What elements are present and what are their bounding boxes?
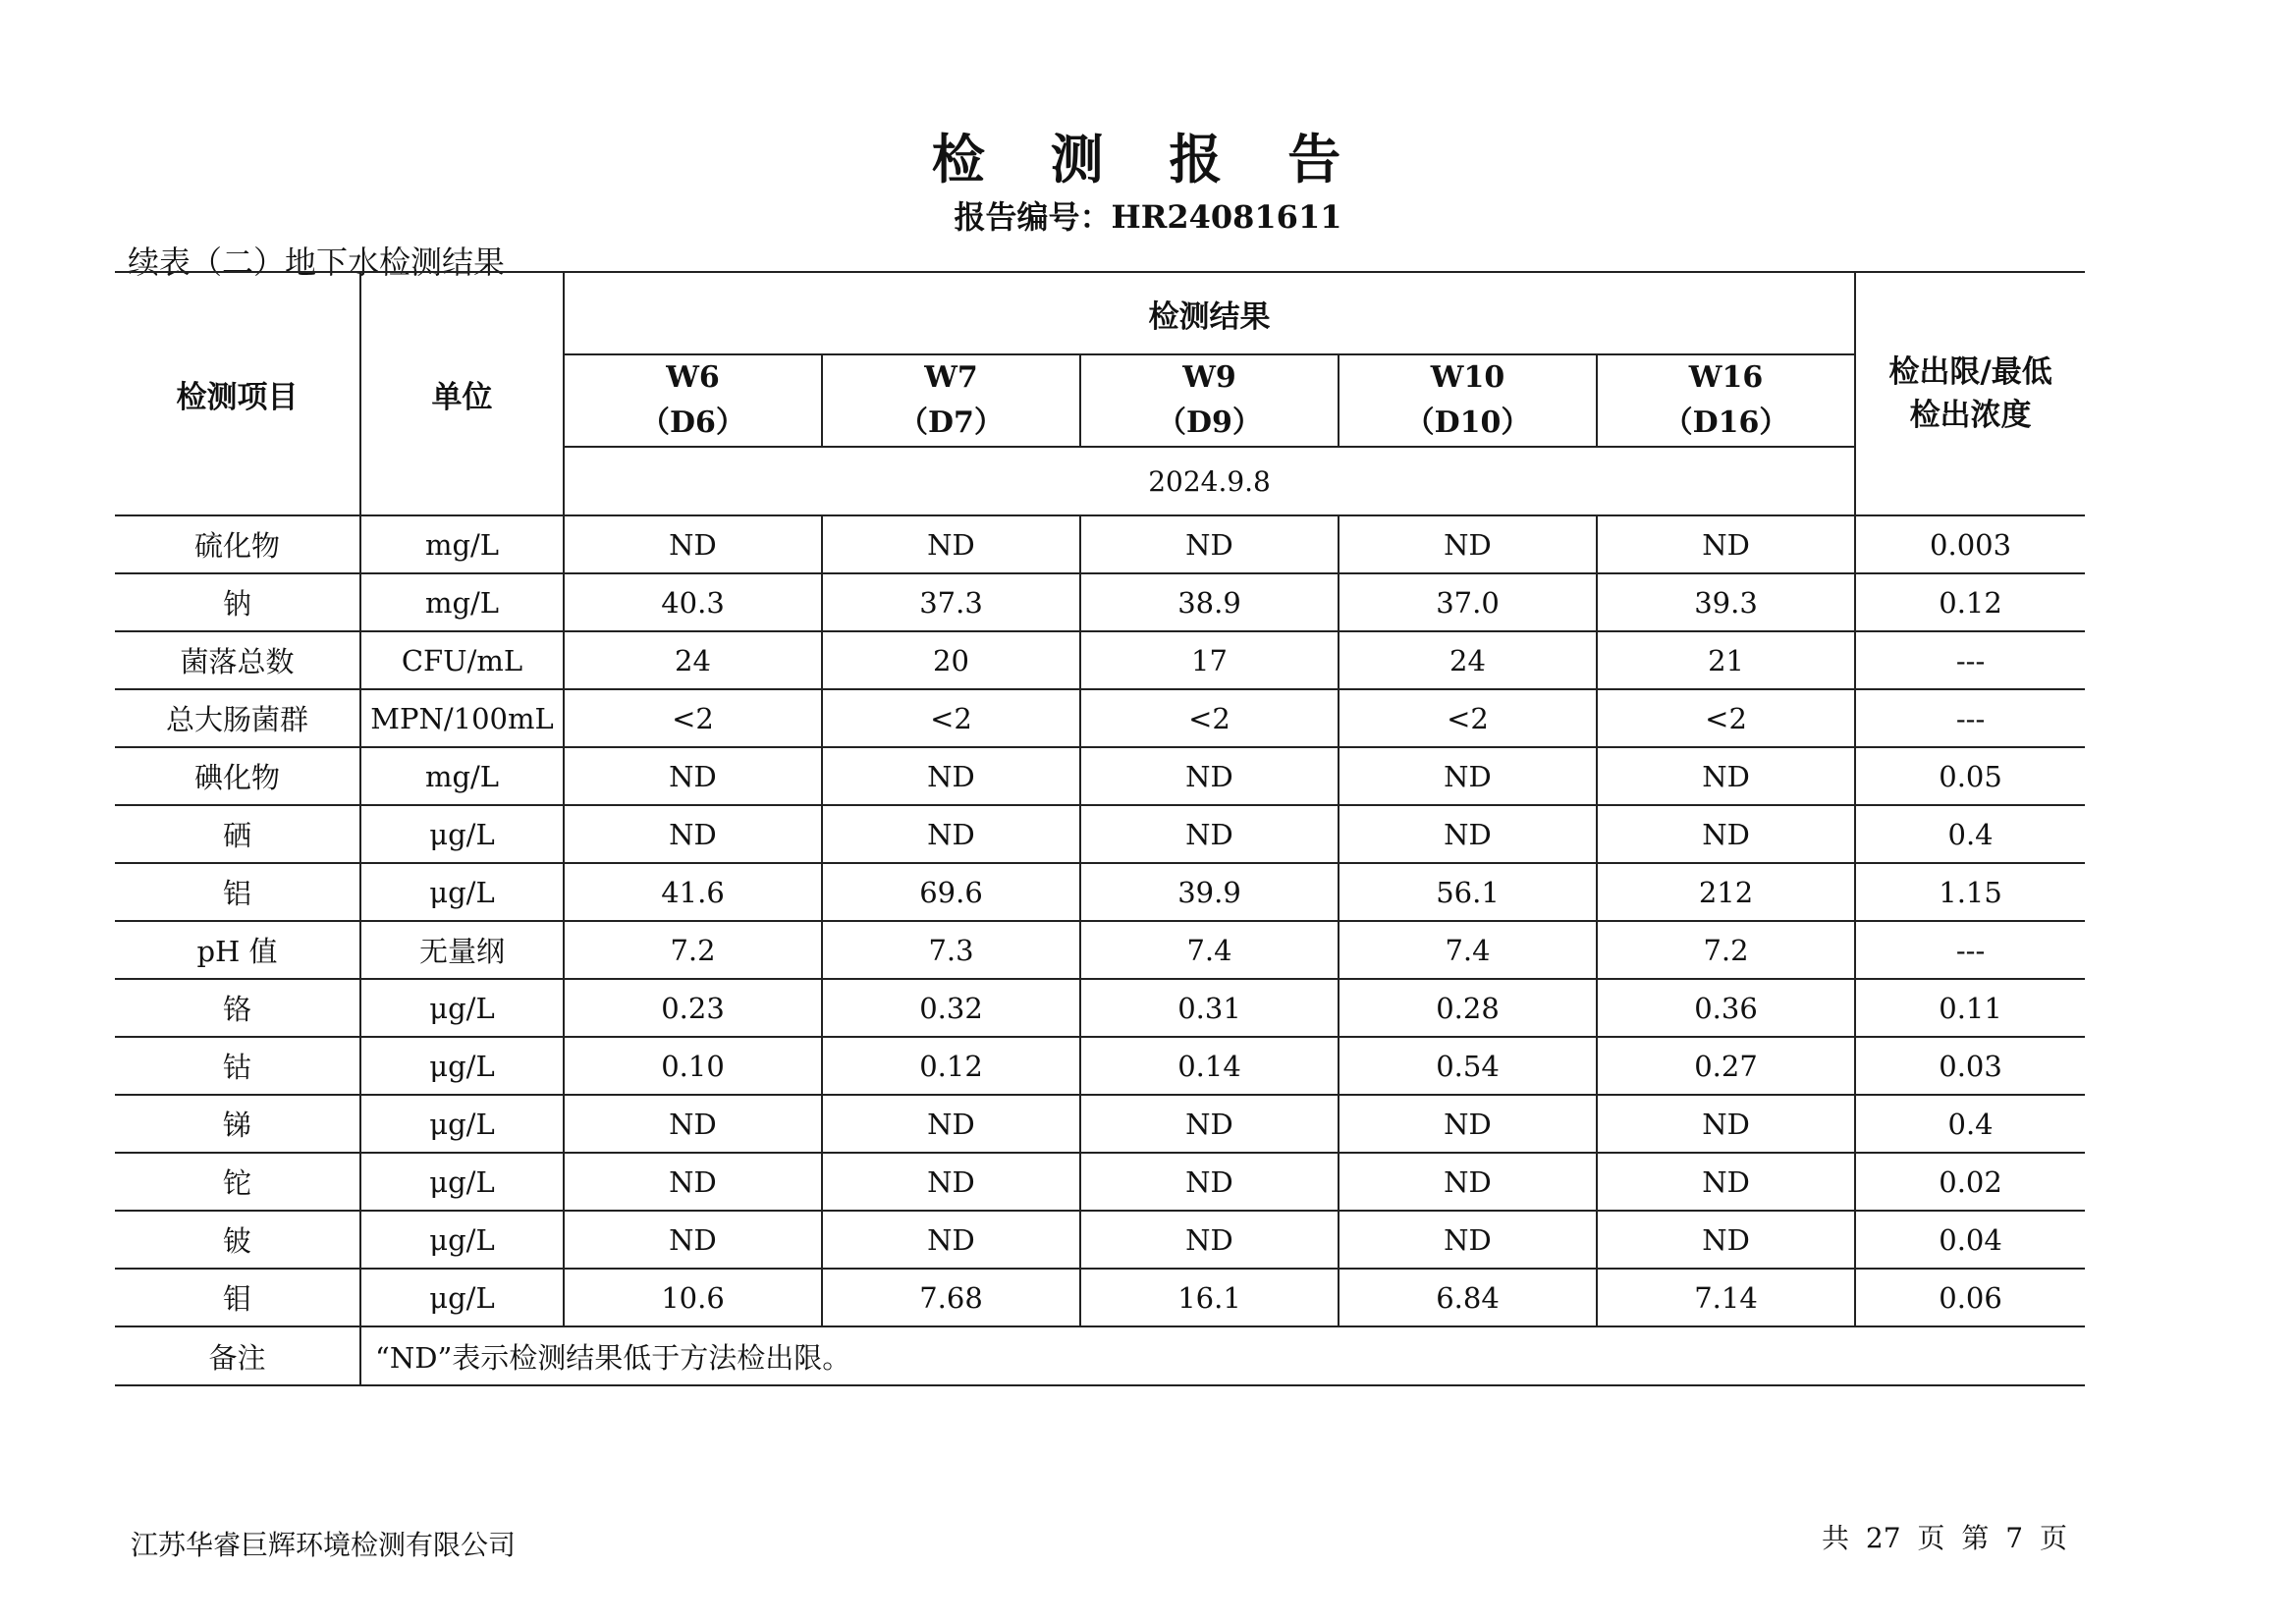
row-value: 39.9 (1080, 863, 1339, 921)
row-value: 212 (1597, 863, 1855, 921)
row-item: 硫化物 (115, 515, 360, 573)
row-value: ND (1339, 1153, 1597, 1211)
row-value: 7.4 (1339, 921, 1597, 979)
row-value: 69.6 (822, 863, 1080, 921)
site-name: W7 (924, 360, 978, 395)
row-value: ND (1080, 1095, 1339, 1153)
row-value: ND (822, 1211, 1080, 1269)
footer-company: 江苏华睿巨辉环境检测有限公司 (131, 1529, 517, 1561)
row-value: 41.6 (564, 863, 822, 921)
row-value: 24 (564, 631, 822, 689)
row-value: ND (1080, 515, 1339, 573)
row-limit: 0.06 (1855, 1269, 2085, 1326)
row-value: ND (564, 1153, 822, 1211)
site-name: W10 (1430, 360, 1505, 395)
row-value: 7.3 (822, 921, 1080, 979)
row-limit: --- (1855, 921, 2085, 979)
row-value: ND (822, 515, 1080, 573)
row-value: ND (1597, 1153, 1855, 1211)
row-item: 钴 (115, 1037, 360, 1095)
row-limit: 0.003 (1855, 515, 2085, 573)
row-item: 钼 (115, 1269, 360, 1326)
row-unit: μg/L (360, 1269, 564, 1326)
row-value: 40.3 (564, 573, 822, 631)
row-unit: mg/L (360, 747, 564, 805)
row-value: ND (564, 1211, 822, 1269)
table-row (115, 1037, 2085, 1095)
report-title: 检 测 报 告 (931, 128, 1365, 190)
row-value: ND (1339, 515, 1597, 573)
table-row (115, 805, 2085, 863)
row-value: 0.32 (822, 979, 1080, 1037)
row-value: ND (564, 805, 822, 863)
site-code: （D6） (640, 406, 745, 440)
row-value: ND (1339, 805, 1597, 863)
row-limit: --- (1855, 631, 2085, 689)
header-results: 检测结果 (564, 272, 1855, 354)
site-header (1339, 354, 1597, 447)
row-unit: μg/L (360, 1153, 564, 1211)
row-value: <2 (1597, 689, 1855, 747)
row-value: 21 (1597, 631, 1855, 689)
row-limit: 0.4 (1855, 1095, 2085, 1153)
row-value: ND (1597, 805, 1855, 863)
row-unit: MPN/100mL (360, 689, 564, 747)
row-value: 0.23 (564, 979, 822, 1037)
row-value: ND (564, 747, 822, 805)
row-value: 37.3 (822, 573, 1080, 631)
row-unit: mg/L (360, 573, 564, 631)
row-value: 37.0 (1339, 573, 1597, 631)
sample-date: 2024.9.8 (564, 447, 1855, 515)
row-value: ND (1080, 1153, 1339, 1211)
row-value: 38.9 (1080, 573, 1339, 631)
site-name: W16 (1688, 360, 1764, 395)
table-caption: 续表（二）地下水检测结果 (128, 243, 506, 281)
row-value: 7.2 (1597, 921, 1855, 979)
row-unit: μg/L (360, 979, 564, 1037)
row-value: 7.14 (1597, 1269, 1855, 1326)
row-value: <2 (822, 689, 1080, 747)
note-label: 备注 (115, 1326, 360, 1385)
row-item: 铊 (115, 1153, 360, 1211)
table-row (115, 747, 2085, 805)
row-value: <2 (1080, 689, 1339, 747)
row-value: 7.2 (564, 921, 822, 979)
row-value: 0.14 (1080, 1037, 1339, 1095)
row-value: 0.31 (1080, 979, 1339, 1037)
site-code: （D7） (899, 406, 1004, 440)
row-value: ND (822, 1153, 1080, 1211)
row-value: ND (822, 1095, 1080, 1153)
table-row (115, 979, 2085, 1037)
note-text: “ND”表示检测结果低于方法检出限。 (360, 1326, 2085, 1385)
site-name: W6 (666, 360, 720, 395)
table-row (115, 515, 2085, 573)
site-header (822, 354, 1080, 447)
table-row (115, 1095, 2085, 1153)
row-value: ND (1597, 747, 1855, 805)
row-value: ND (1597, 1095, 1855, 1153)
row-value: ND (564, 515, 822, 573)
row-item: 锑 (115, 1095, 360, 1153)
row-value: 0.54 (1339, 1037, 1597, 1095)
table-row (115, 1211, 2085, 1269)
table-row (115, 689, 2085, 747)
row-limit: --- (1855, 689, 2085, 747)
table-row (115, 863, 2085, 921)
row-value: <2 (564, 689, 822, 747)
row-value: ND (1080, 747, 1339, 805)
site-header (1597, 354, 1855, 447)
row-value: ND (822, 805, 1080, 863)
row-unit: μg/L (360, 1211, 564, 1269)
row-item: 总大肠菌群 (115, 689, 360, 747)
row-value: ND (1339, 1211, 1597, 1269)
row-value: ND (564, 1095, 822, 1153)
header-unit: 单位 (360, 272, 564, 515)
table-row (115, 631, 2085, 689)
row-limit: 0.4 (1855, 805, 2085, 863)
row-item: 铬 (115, 979, 360, 1037)
row-value: ND (822, 747, 1080, 805)
row-item: 碘化物 (115, 747, 360, 805)
row-value: 0.10 (564, 1037, 822, 1095)
row-value: 39.3 (1597, 573, 1855, 631)
site-code: （D16） (1663, 406, 1789, 440)
row-value: 6.84 (1339, 1269, 1597, 1326)
row-value: 0.28 (1339, 979, 1597, 1037)
row-item: 铍 (115, 1211, 360, 1269)
note-row (115, 1326, 2085, 1385)
header-item: 检测项目 (115, 272, 360, 515)
row-value: ND (1339, 1095, 1597, 1153)
row-limit: 0.02 (1855, 1153, 2085, 1211)
site-header (564, 354, 822, 447)
row-value: 0.27 (1597, 1037, 1855, 1095)
table-row (115, 1269, 2085, 1326)
row-value: 0.12 (822, 1037, 1080, 1095)
row-unit: CFU/mL (360, 631, 564, 689)
site-code: （D9） (1157, 406, 1262, 440)
row-value: ND (1080, 805, 1339, 863)
row-value: ND (1597, 1211, 1855, 1269)
row-value: 17 (1080, 631, 1339, 689)
row-value: 7.68 (822, 1269, 1080, 1326)
site-header (1080, 354, 1339, 447)
row-value: ND (1080, 1211, 1339, 1269)
results-table (115, 271, 2085, 1386)
row-unit: μg/L (360, 863, 564, 921)
row-item: 铝 (115, 863, 360, 921)
row-value: 24 (1339, 631, 1597, 689)
row-limit: 0.03 (1855, 1037, 2085, 1095)
row-limit: 0.12 (1855, 573, 2085, 631)
row-unit: μg/L (360, 1037, 564, 1095)
row-limit: 1.15 (1855, 863, 2085, 921)
row-item: 钠 (115, 573, 360, 631)
row-value: 0.36 (1597, 979, 1855, 1037)
row-limit: 0.11 (1855, 979, 2085, 1037)
header-limit-text: 检出限/最低检出浓度 (1888, 354, 2052, 433)
row-item: pH 值 (115, 921, 360, 979)
row-value: 20 (822, 631, 1080, 689)
row-value: ND (1597, 515, 1855, 573)
row-unit: μg/L (360, 805, 564, 863)
row-limit: 0.04 (1855, 1211, 2085, 1269)
row-value: <2 (1339, 689, 1597, 747)
header-row (115, 272, 2085, 354)
row-unit: μg/L (360, 1095, 564, 1153)
table-row (115, 921, 2085, 979)
row-value: ND (1339, 747, 1597, 805)
site-name: W9 (1182, 360, 1236, 395)
row-unit: mg/L (360, 515, 564, 573)
row-value: 56.1 (1339, 863, 1597, 921)
row-item: 硒 (115, 805, 360, 863)
table-row (115, 1153, 2085, 1211)
report-number: 报告编号：HR24081611 (954, 198, 1342, 236)
row-item: 菌落总数 (115, 631, 360, 689)
row-value: 7.4 (1080, 921, 1339, 979)
row-limit: 0.05 (1855, 747, 2085, 805)
row-value: 16.1 (1080, 1269, 1339, 1326)
row-unit: 无量纲 (360, 921, 564, 979)
header-limit (1855, 272, 2085, 515)
table-row (115, 573, 2085, 631)
row-value: 10.6 (564, 1269, 822, 1326)
footer-page-info: 共 27 页 第 7 页 (1822, 1522, 2067, 1554)
site-code: （D10） (1404, 406, 1531, 440)
